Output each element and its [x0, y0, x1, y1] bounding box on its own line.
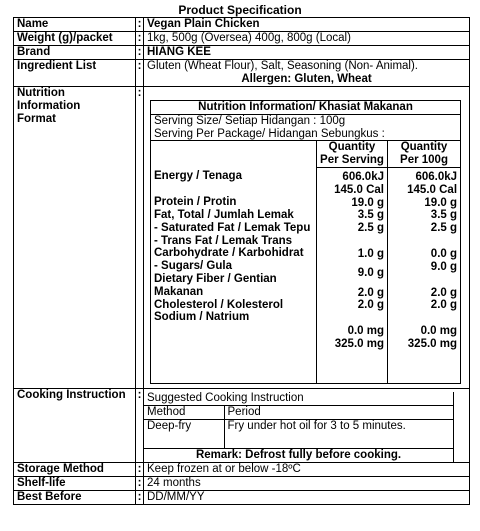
row-name	[14, 18, 470, 32]
row-brand	[14, 46, 470, 60]
nutrient-label: Energy / Tenaga	[154, 170, 242, 183]
cooking-table	[144, 392, 454, 462]
value: 0.0 mg	[347, 325, 384, 338]
value: 9.0 g	[430, 260, 458, 273]
value: 9.0 g	[357, 266, 384, 279]
cooking-label: Cooking Instruction	[14, 389, 136, 463]
row-ingredient	[14, 60, 470, 87]
best-before-label: Best Before	[14, 491, 136, 505]
energy-cal: 145.0 Cal	[334, 183, 384, 196]
energy-kj: 606.0kJ	[342, 170, 384, 183]
weight-label: Weight (g)/packet	[14, 32, 136, 46]
value: 3.5 g	[430, 209, 458, 222]
value: 2.5 g	[430, 222, 458, 235]
colon: :	[136, 60, 144, 87]
nutrient-label: Cholesterol / Kolesterol	[154, 298, 284, 311]
cooking-remark: Remark: Defrost fully before cooking.	[144, 449, 454, 463]
value: 0.0 mg	[420, 325, 458, 338]
colon: :	[136, 389, 144, 463]
nutrient-label: - Sugars/ Gula	[154, 260, 232, 273]
weight-value: 1kg, 500g (Oversea) 400g, 800g (Local)	[144, 32, 470, 46]
name-value: Vegan Plain Chicken	[144, 18, 470, 32]
nutrient-label: Carbohydrate / Karbohidrat	[154, 247, 304, 260]
col-method: Method	[144, 406, 224, 420]
row-shelf-life	[14, 477, 470, 491]
nutrition-label	[14, 87, 136, 389]
ingredient-value	[144, 60, 470, 87]
row-cooking	[14, 389, 470, 463]
nutrition-value	[144, 87, 470, 389]
cooking-value	[144, 389, 470, 463]
col-period: Period	[224, 406, 454, 420]
value: 2.0 g	[430, 286, 458, 299]
ingredient-label: Ingredient List	[14, 60, 136, 87]
nutrient-labels	[151, 167, 317, 384]
nutrition-header: Nutrition Information/ Khasiat Makanan	[151, 101, 461, 115]
colon: :	[136, 18, 144, 32]
col-per-100g: Quantity Per 100g	[388, 141, 461, 168]
value: 0.0 g	[430, 247, 458, 260]
row-storage	[14, 463, 470, 477]
value: 3.5 g	[357, 209, 384, 222]
per-serving-values	[317, 167, 388, 384]
nutrient-label: Sodium / Natrium	[154, 311, 250, 324]
nutrient-column-blank	[151, 141, 317, 168]
storage-label: Storage Method	[14, 463, 136, 477]
best-before-value: DD/MM/YY	[144, 491, 470, 505]
value: 2.0 g	[430, 299, 458, 312]
row-weight	[14, 32, 470, 46]
nutrient-label: - Trans Fat / Lemak Trans	[154, 234, 293, 247]
allergen-text: Allergen: Gluten, Wheat	[241, 73, 372, 85]
value: 325.0 mg	[334, 337, 384, 350]
value: 1.0 g	[357, 247, 384, 260]
value: 2.0 g	[357, 299, 384, 312]
serving-size: Serving Size/ Setiap Hidangan : 100g	[151, 114, 461, 127]
product-spec-table	[13, 17, 470, 505]
value: 325.0 mg	[407, 337, 458, 350]
nutrient-label: Fat, Total / Jumlah Lemak	[154, 209, 294, 222]
value: 2.5 g	[357, 222, 384, 235]
nutrient-label: Protein / Protin	[154, 196, 237, 209]
col-per-serving: Quantity Per Serving	[317, 141, 388, 168]
document-title: Product Specification	[178, 3, 302, 17]
colon: :	[136, 46, 144, 60]
row-nutrition	[14, 87, 470, 389]
value: 19.0 g	[424, 196, 458, 209]
value: 2.0 g	[357, 286, 384, 299]
colon: :	[136, 32, 144, 46]
method-value: Deep-fry	[144, 420, 224, 449]
brand-label: Brand	[14, 46, 136, 60]
colon: :	[136, 491, 144, 505]
colon: :	[136, 87, 144, 389]
shelf-label: Shelf-life	[14, 477, 136, 491]
per-100g-values	[388, 167, 461, 384]
brand-value: HIANG KEE	[144, 46, 470, 60]
servings-per-package: Serving Per Package/ Hidangan Sebungkus :	[151, 128, 461, 141]
storage-value: Keep frozen at or below -18ºC	[144, 463, 470, 477]
shelf-value: 24 months	[144, 477, 470, 491]
energy-kj: 606.0kJ	[415, 170, 458, 183]
nutrition-label-text: Nutrition Information Format	[17, 87, 81, 125]
name-label: Name	[14, 18, 136, 32]
period-value: Fry under hot oil for 3 to 5 minutes.	[224, 420, 454, 449]
ingredient-text: Gluten (Wheat Flour), Salt, Seasoning (Non- Animal).	[147, 60, 419, 72]
cooking-header: Suggested Cooking Instruction	[144, 392, 454, 406]
nutrition-table	[150, 100, 461, 384]
row-best-before	[14, 491, 470, 505]
colon: :	[136, 477, 144, 491]
value: 19.0 g	[351, 196, 384, 209]
colon: :	[136, 463, 144, 477]
nutrient-label: Dietary Fiber / Gentian Makanan	[154, 273, 277, 298]
nutrient-label: - Saturated Fat / Lemak Tepu	[154, 221, 311, 234]
energy-cal: 145.0 Cal	[407, 183, 458, 196]
